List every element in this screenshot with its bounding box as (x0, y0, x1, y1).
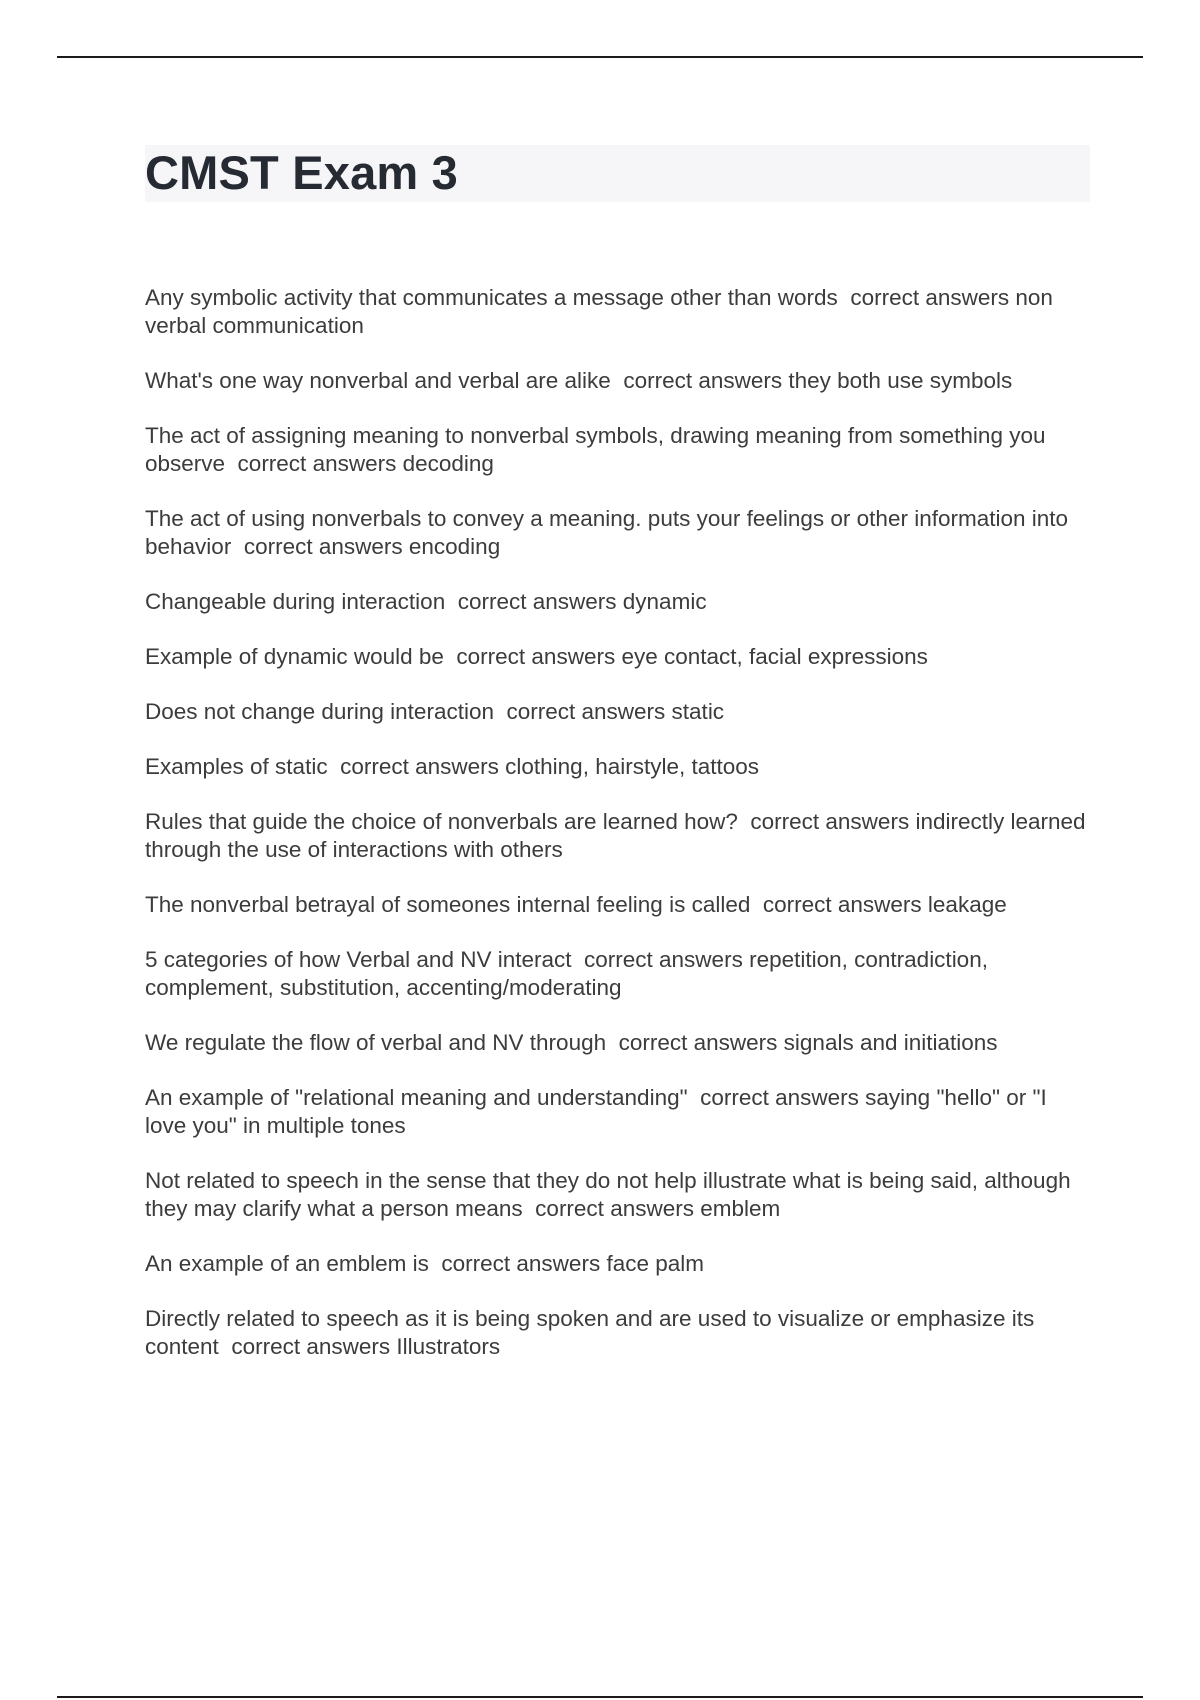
question-text: Changeable during interaction (145, 589, 446, 614)
answer-separator: correct answers (225, 451, 403, 476)
question-text: Any symbolic activity that communicates a message other than words (145, 285, 838, 310)
qa-item (145, 1029, 1090, 1057)
question-text: Examples of static (145, 754, 328, 779)
answer-separator: correct answers (837, 285, 1016, 310)
answer-text: leakage (927, 892, 1007, 917)
question-text: 5 categories of how Verbal and NV interact (145, 947, 572, 972)
answer-text: they both use symbols (788, 368, 1013, 393)
answer-separator: correct answers (737, 809, 916, 834)
answer-separator: correct answers (443, 644, 622, 669)
qa-item (145, 422, 1090, 478)
document-title: CMST Exam 3 (145, 146, 459, 199)
answer-text: Illustrators (396, 1334, 501, 1359)
question-text: The nonverbal betrayal of someones internal feeling is called (145, 892, 751, 917)
answer-separator: correct answers (571, 947, 750, 972)
answer-text: non verbal communication (145, 285, 1053, 338)
question-text: Directly related to speech as it is being spoken and are used to visualize or emphasize its content (145, 1306, 1035, 1359)
answer-separator: correct answers (327, 754, 506, 779)
answer-separator: correct answers (610, 368, 789, 393)
answer-text: encoding (408, 534, 501, 559)
question-text: Does not change during interaction (145, 699, 494, 724)
qa-item (145, 753, 1090, 781)
question-text: Example of dynamic would be (145, 644, 444, 669)
question-text: The act of using nonverbals to convey a meaning. puts your feelings or other information into behavior (145, 506, 1069, 559)
question-text: An example of "relational meaning and understanding" (145, 1085, 688, 1110)
qa-item (145, 891, 1090, 919)
qa-item (145, 588, 1090, 616)
answer-text: clothing, hairstyle, tattoos (505, 754, 760, 779)
qa-item (145, 284, 1090, 340)
answer-text: indirectly learned through the use of interactions with others (145, 809, 1086, 862)
answer-separator: correct answers (606, 1030, 784, 1055)
answer-separator: correct answers (522, 1196, 701, 1221)
answer-separator: correct answers (493, 699, 672, 724)
answer-separator: correct answers (428, 1251, 607, 1276)
answer-text: static (671, 699, 725, 724)
question-text: Not related to speech in the sense that they do not help illustrate what is being said, although they may clarify what a person means (145, 1168, 1071, 1221)
answer-text: saying "hello" or "I love you" in multiple tones (145, 1085, 1047, 1138)
qa-item (145, 698, 1090, 726)
question-text: An example of an emblem is (145, 1251, 429, 1276)
answer-separator: correct answers (231, 534, 409, 559)
answer-text: signals and initiations (783, 1030, 998, 1055)
qa-item (145, 505, 1090, 561)
top-rule (57, 56, 1143, 58)
answer-text: emblem (700, 1196, 781, 1221)
question-text: Rules that guide the choice of nonverbals are learned how? (145, 809, 738, 834)
qa-item (145, 643, 1090, 671)
question-text: The act of assigning meaning to nonverbal symbols, drawing meaning from something you observe (145, 423, 1046, 476)
question-text: We regulate the flow of verbal and NV through (145, 1030, 607, 1055)
answer-separator: correct answers (445, 589, 623, 614)
qa-item (145, 1084, 1090, 1140)
answer-text: repetition, contradiction, complement, substitution, accenting/moderating (145, 947, 988, 1000)
qa-item (145, 1250, 1090, 1278)
question-text: What's one way nonverbal and verbal are alike (145, 368, 611, 393)
qa-item (145, 367, 1090, 395)
bottom-rule (57, 1696, 1143, 1698)
qa-item (145, 1167, 1090, 1223)
answer-separator: correct answers (687, 1085, 866, 1110)
answer-separator: correct answers (218, 1334, 397, 1359)
answer-separator: correct answers (750, 892, 928, 917)
answer-text: eye contact, facial expressions (621, 644, 928, 669)
qa-list (145, 284, 1090, 1388)
answer-text: face palm (606, 1251, 705, 1276)
qa-item (145, 946, 1090, 1002)
qa-item (145, 1305, 1090, 1361)
answer-text: dynamic (622, 589, 707, 614)
qa-item (145, 808, 1090, 864)
answer-text: decoding (402, 451, 494, 476)
